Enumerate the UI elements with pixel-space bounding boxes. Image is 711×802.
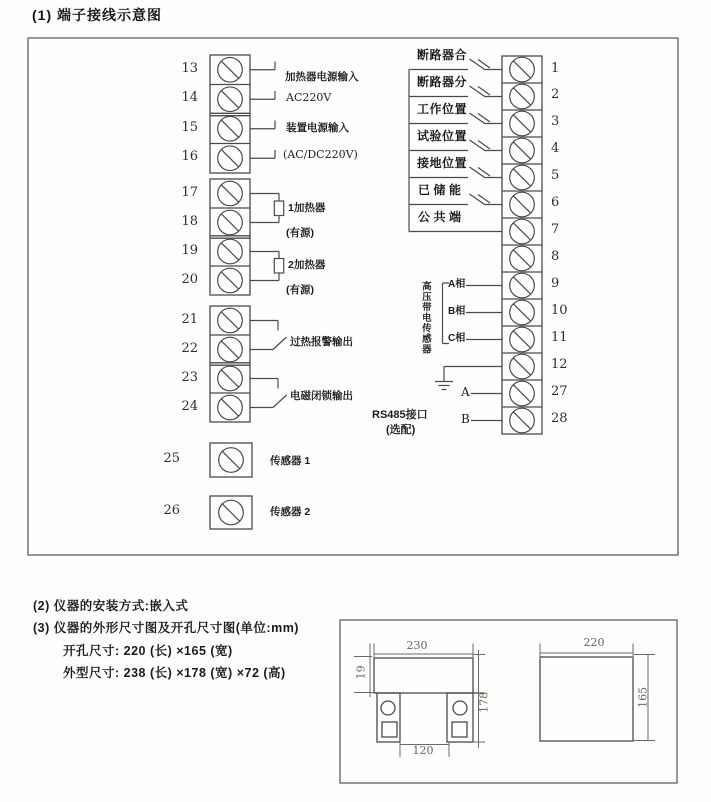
label-magnetic-lock-output: 电磁闭锁输出 (290, 390, 353, 402)
terminal-number-7: 7 (551, 222, 560, 237)
screw-terminal-icons (218, 57, 535, 525)
screw-terminal-icon (510, 354, 535, 379)
terminal-number-11: 11 (551, 330, 568, 345)
terminal-number-6: 6 (551, 195, 560, 210)
power-input-leads (250, 62, 275, 159)
resistor-icon (274, 259, 283, 274)
switch-label-breaker-open: 断路器分 (417, 75, 468, 89)
terminal-number-25: 25 (163, 451, 180, 466)
label-heater-power-voltage: AC220V (286, 91, 332, 104)
label-phase-c: C相 (448, 333, 466, 344)
label-rs485-port: RS485接口 (372, 409, 428, 421)
screw-terminal-icon (510, 300, 535, 325)
screw-terminal-icon (510, 111, 535, 136)
terminal-number-26: 26 (163, 503, 180, 518)
switch-contact-icons (470, 59, 503, 205)
switch-label-work-position: 工作位置 (417, 102, 468, 116)
dim-outline-gap: 120 (412, 744, 434, 757)
screw-terminal-icon (510, 273, 535, 298)
magnetic-lock-contact-icon (250, 379, 287, 408)
terminal-number-21: 21 (181, 312, 198, 327)
switch-label-energy-stored: 已储能 (418, 183, 465, 197)
terminal-number-10: 10 (551, 303, 568, 318)
screw-terminal-icon (218, 210, 243, 235)
terminal-number-20: 20 (181, 272, 198, 287)
screw-terminal-icon (510, 219, 535, 244)
terminal-number-15: 15 (181, 120, 198, 135)
terminal-number-28: 28 (551, 411, 568, 426)
label-hv-sensor-vertical: 高压带电传感器 (419, 281, 431, 355)
label-overheat-alarm-output: 过热报警输出 (290, 336, 353, 348)
outline-drawing (374, 658, 484, 742)
terminal-number-22: 22 (181, 341, 198, 356)
terminal-number-27: 27 (551, 384, 568, 399)
screw-terminal-icon (219, 448, 244, 473)
terminal-number-4: 4 (551, 141, 560, 156)
note-mounting: (2) 仪器的安装方式:嵌入式 (33, 599, 189, 613)
clamp-hole-icon (381, 701, 395, 715)
label-rs485-b: B (461, 412, 470, 426)
screw-terminal-icon (510, 381, 535, 406)
resistor-icon (274, 201, 283, 216)
dim-outline-width: 230 (406, 639, 428, 652)
dim-outline-flange: 19 (354, 665, 368, 680)
label-rs485-a: A (461, 385, 470, 399)
terminal-number-14: 14 (181, 90, 198, 105)
label-heater-2: 2加热器 (288, 259, 326, 271)
label-phase-b: B相 (448, 306, 466, 317)
dim-cutout-height: 165 (636, 686, 650, 708)
screw-terminal-icon (510, 84, 535, 109)
screw-terminal-icon (510, 246, 535, 271)
clamp-screw-icon (382, 722, 397, 737)
screw-terminal-icon (510, 327, 535, 352)
screw-terminal-icon (510, 138, 535, 163)
label-sensor-1: 传感器 1 (270, 455, 311, 467)
note-dimension-heading: (3) 仪器的外形尺寸图及开孔尺寸图(单位:mm) (33, 621, 299, 635)
left-wiring (250, 62, 287, 408)
label-device-power-input: 装置电源输入 (286, 122, 349, 134)
terminal-number-5: 5 (551, 168, 560, 183)
terminal-number-2: 2 (551, 87, 560, 102)
screw-terminal-icon (218, 308, 243, 333)
screw-terminal-icon (218, 239, 243, 264)
label-heater-1-note: (有源) (286, 227, 314, 239)
screw-terminal-icon (218, 57, 243, 82)
screw-terminal-icon (510, 408, 535, 433)
cutout-drawing (540, 657, 633, 741)
screw-terminal-icon (218, 181, 243, 206)
screw-terminal-icon (218, 146, 243, 171)
terminal-number-12: 12 (551, 357, 568, 372)
switch-label-ground-position: 接地位置 (417, 156, 468, 170)
terminal-number-17: 17 (181, 185, 198, 200)
label-heater-power-input: 加热器电源输入 (285, 71, 359, 83)
terminal-number-18: 18 (181, 214, 198, 229)
terminal-number-1: 1 (551, 61, 560, 76)
terminal-number-13: 13 (181, 61, 198, 76)
screw-terminal-icon (219, 500, 244, 525)
terminal-number-8: 8 (551, 249, 560, 264)
terminal-number-19: 19 (181, 243, 198, 258)
screw-terminal-icon (510, 192, 535, 217)
label-heater-2-note: (有源) (286, 284, 314, 296)
clamp-screw-icon (452, 722, 467, 737)
screw-terminal-icon (218, 87, 243, 112)
clamp-hole-icon (453, 701, 467, 715)
screw-terminal-icon (218, 116, 243, 141)
terminal-number-3: 3 (551, 114, 560, 129)
dim-cutout-width: 220 (583, 636, 605, 649)
screw-terminal-icon (218, 395, 243, 420)
section-title: (1) 端子接线示意图 (32, 7, 162, 23)
switch-label-common: 公共端 (418, 210, 465, 224)
terminal-number-16: 16 (181, 149, 198, 164)
label-device-power-voltage: (AC/DC220V) (283, 148, 358, 161)
rs485-leads (471, 394, 502, 421)
switch-label-test-position: 试验位置 (417, 129, 468, 143)
note-outline-size: 外型尺寸: 238 (长) ×178 (宽) ×72 (高) (63, 666, 286, 680)
dim-outline-height: 178 (477, 691, 491, 713)
overheat-alarm-contact-icon (250, 321, 287, 350)
note-cutout-size: 开孔尺寸: 220 (长) ×165 (宽) (63, 644, 233, 658)
label-heater-1: 1加热器 (288, 202, 326, 214)
screw-terminal-icon (218, 268, 243, 293)
screw-terminal-icon (218, 337, 243, 362)
switch-label-breaker-closed: 断路器合 (417, 48, 468, 62)
label-rs485-optional: (选配) (386, 424, 416, 436)
label-sensor-2: 传感器 2 (270, 506, 311, 518)
screw-terminal-icon (510, 57, 535, 82)
screw-terminal-icon (510, 165, 535, 190)
terminal-number-23: 23 (181, 370, 198, 385)
terminal-number-9: 9 (551, 276, 560, 291)
terminal-number-24: 24 (181, 399, 198, 414)
screw-terminal-icon (218, 366, 243, 391)
terminal-blocks (210, 55, 542, 529)
label-phase-a: A相 (448, 279, 466, 290)
